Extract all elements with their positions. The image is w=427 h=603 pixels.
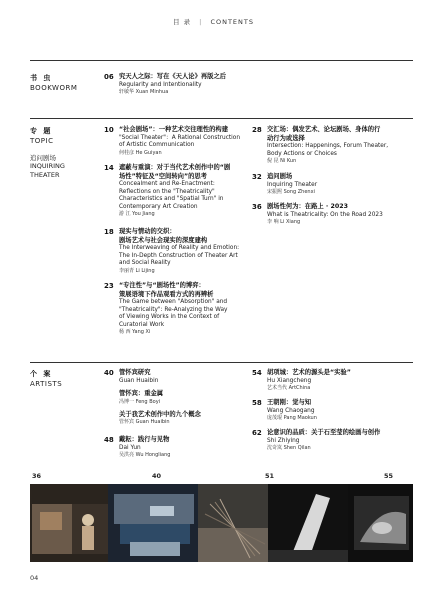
header-zh: 目 录	[173, 18, 192, 26]
entry-author: 倪 昆 Ni Kun	[267, 158, 297, 165]
bookworm-rule	[30, 60, 413, 61]
entry-title-zh: 论意识的品质：关于石至莹的绘画与创作	[267, 429, 381, 436]
entry-title-en: of Viewing Works in the Context of	[119, 314, 220, 321]
page-number: 62	[252, 429, 262, 437]
entry-title-zh: 策展语境下作品观看方式的再辨析	[119, 290, 214, 298]
entry-author: 艺术当代 ArtChina	[267, 385, 311, 392]
header-separator: |	[199, 18, 203, 26]
page-number: 54	[252, 369, 262, 377]
toc-entry-28[interactable]	[252, 126, 414, 165]
entry-title-en: "Social Theater"：A Rational Construction	[119, 134, 240, 141]
entry-title-en: and Social Reality	[119, 260, 171, 267]
strip-page-number: 40	[152, 472, 162, 480]
page-number: 36	[252, 203, 262, 211]
entry-author: 管怀宾 Guan Huaibin	[119, 419, 170, 426]
entry-title-en: "Theatricality": Re-Analyzing the Way	[119, 306, 228, 313]
folio-page-number: 04	[30, 574, 39, 582]
section-bookworm	[30, 73, 77, 92]
header-en: CONTENTS	[210, 18, 254, 26]
entry-title-en: Curatorial Work	[119, 321, 165, 328]
strip-page-number: 55	[384, 472, 394, 480]
page-number: 18	[104, 228, 114, 236]
toc-entry-54[interactable]	[252, 369, 414, 392]
entry-author: 宋振熙 Song Zhenxi	[267, 189, 315, 196]
topic-subtitle-en-2: THEATER	[30, 171, 60, 179]
entry-title-en: Contemporary Art Creation	[119, 203, 198, 210]
section-title-zh: 专 题	[30, 127, 53, 135]
entry-title-zh: “社会剧场”：一种艺术交往理性的构建	[119, 126, 229, 133]
entry-title-en: Dai Yun	[119, 444, 141, 451]
entry-author: 庞茂琨 Pang Maokun	[267, 415, 317, 422]
strip-page-number: 36	[32, 472, 42, 480]
entry-author: 杨 西 Yang Xi	[119, 329, 151, 336]
entry-title-zh: 剧场性何为：在路上 · 2023	[267, 203, 348, 210]
entry-title-en: of Artistic Communication	[119, 142, 195, 149]
toc-entry-32[interactable]	[252, 173, 414, 196]
entry-title-en: Concealment and Re-Enactment:	[119, 181, 215, 187]
photo-installation-room	[108, 484, 198, 562]
photo-theater-stage	[30, 484, 108, 562]
entry-author: 沈奇岚 Shen Qilan	[267, 445, 311, 452]
entry-title-zh: 动行为或选择	[267, 134, 305, 142]
entry-title-zh: 管怀宾研究	[119, 369, 151, 376]
entry-title-en: Shi Zhiying	[267, 437, 300, 444]
entry-title-zh: 胡项城：艺术的源头是“实验”	[267, 369, 351, 376]
section-artists	[30, 369, 62, 388]
section-title-zh: 书 虫	[30, 74, 53, 82]
image-strip-graphic	[30, 484, 413, 562]
entry-author: 游 江 You Jiang	[119, 211, 155, 218]
entry-title-zh: 剧场艺术与社会现实的深度建构	[119, 236, 208, 244]
entry-title-en: Characteristics and "Spatial Turn" in	[119, 196, 224, 203]
toc-entry-62[interactable]	[252, 429, 414, 452]
entry-title-zh: “专注性”与“剧场性”的博弈：	[119, 282, 205, 289]
page-number: 32	[252, 173, 262, 181]
toc-entry-58[interactable]	[252, 399, 414, 422]
entry-title-en: The Interweaving of Reality and Emotion:	[119, 245, 240, 251]
toc-entry-23[interactable]	[104, 282, 254, 336]
entry-title-zh: 场性”特征及“空间转向”的思考	[119, 172, 207, 180]
entry-title-en: What is Theatricality: On the Road 2023	[267, 211, 383, 218]
toc-entry-10[interactable]	[104, 126, 254, 157]
page-number: 28	[252, 126, 262, 134]
page-number: 40	[104, 369, 114, 377]
section-topic	[30, 126, 65, 180]
entry-title-en: Regularity and Intentionality	[119, 81, 202, 88]
page-number: 23	[104, 282, 114, 290]
page-header	[0, 17, 427, 26]
strip-page-number: 51	[265, 472, 275, 480]
entry-title-zh: 现实与情动的交织：	[119, 228, 176, 235]
page-number: 14	[104, 164, 114, 172]
entry-author: 吴洪亮 Wu Hongliang	[119, 452, 171, 459]
photo-dark-monolith	[268, 484, 348, 562]
toc-entry-06[interactable]	[104, 73, 284, 96]
entry-title-zh: 交汇场：偶发艺术、论坛剧场、身体的行	[267, 126, 381, 133]
toc-entry-36[interactable]	[252, 203, 414, 226]
entry-title-zh: 王朝刚：觉与知	[267, 399, 312, 406]
entry-subtitle-zh: 关于我艺术创作中的九个概念	[119, 410, 201, 418]
toc-entry-18[interactable]	[104, 228, 254, 275]
photo-painting	[348, 484, 413, 562]
toc-entry-40[interactable]	[104, 369, 254, 426]
image-strip	[30, 484, 413, 562]
photo-metal-sculpture	[198, 484, 268, 562]
section-title-en: BOOKWORM	[30, 84, 78, 92]
toc-entry-48[interactable]	[104, 436, 254, 459]
topic-rule	[30, 118, 413, 119]
entry-title-en: Intersection: Happenings, Forum Theater,	[267, 143, 389, 149]
page-number: 10	[104, 126, 114, 134]
page-number: 58	[252, 399, 262, 407]
artists-rule	[30, 362, 413, 363]
section-title-en: ARTISTS	[30, 380, 63, 388]
entry-title-en: The Game between "Absorption" and	[119, 299, 228, 305]
entry-title-en: Reflections on the "Theatricality"	[119, 188, 215, 195]
entry-author: 李丽青 Li Lijing	[119, 267, 155, 274]
entry-author: 何桂彦 He Guiyan	[119, 149, 162, 156]
entry-author: 冯博一 Feng Boyi	[119, 398, 161, 405]
section-title-en: TOPIC	[30, 137, 54, 145]
entry-title-en: The In-Depth Construction of Theater Art	[119, 252, 238, 259]
entry-author: 轩敏华 Xuan Minhua	[119, 89, 169, 96]
entry-subtitle-zh: 管怀宾：重金属	[119, 390, 164, 398]
entry-title-en: Wang Chaogang	[267, 407, 315, 414]
topic-subtitle-zh: 追问剧场	[30, 154, 56, 162]
toc-entry-14[interactable]	[104, 164, 254, 218]
topic-subtitle-en-1: INQUIRING	[30, 162, 65, 170]
page-number: 06	[104, 73, 114, 81]
entry-title-en: Body Actions or Choices	[267, 150, 337, 157]
entry-title-en: Inquiring Theater	[267, 181, 318, 188]
page-number: 48	[104, 436, 114, 444]
entry-title-en: Guan Huaibin	[119, 377, 159, 384]
entry-title-zh: 戴耘：践行与见物	[119, 436, 170, 443]
entry-title-zh: 遮蔽与重演：对于当代艺术创作中的“剧	[119, 164, 231, 171]
entry-title-zh: 究天人之际：写在《天人论》再版之后	[119, 73, 227, 80]
section-title-zh: 个 案	[30, 370, 53, 378]
entry-title-zh: 追问剧场	[267, 173, 293, 180]
entry-author: 李 响 Li Xiang	[267, 219, 301, 226]
entry-title-en: Hu Xiangcheng	[267, 377, 312, 384]
